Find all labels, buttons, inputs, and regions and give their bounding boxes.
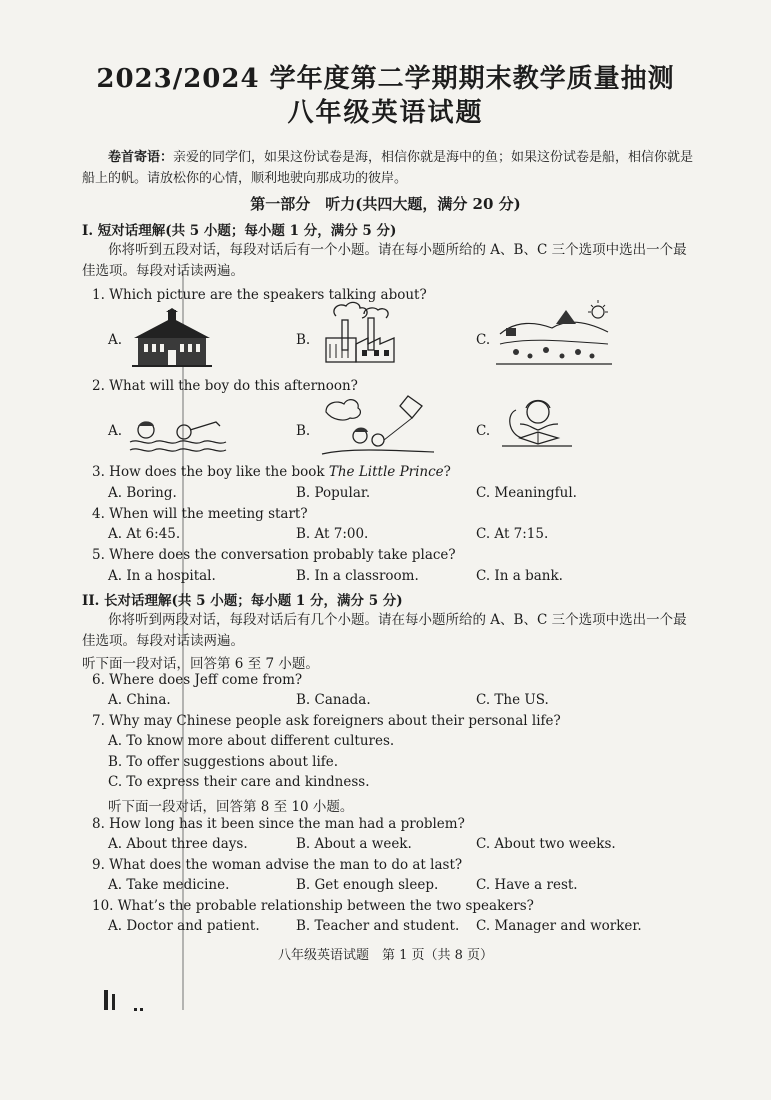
q4-option-a: A. At 6:45.: [108, 526, 181, 542]
question-10: 10. What’s the probable relationship between the two speakers?: [92, 898, 534, 914]
q3-option-b: B. Popular.: [296, 485, 371, 501]
q1-option-b: B.: [296, 332, 311, 348]
swimming-boys-icon: [124, 412, 228, 456]
scan-mark: [140, 1008, 143, 1011]
question-2: 2. What will the boy do this afternoon?: [92, 378, 358, 394]
q3-option-c: C. Meaningful.: [476, 485, 577, 501]
section1-title: I. 短对话理解(共 5 小题；每小题 1 分，满分 5 分): [82, 223, 397, 239]
book-title: The Little Prince: [328, 464, 444, 480]
question-5: 5. Where does the conversation probably take place?: [92, 547, 456, 563]
dialogue1-intro: 听下面一段对话，回答第 6 至 7 小题。: [82, 656, 319, 672]
q8-option-c: C. About two weeks.: [476, 836, 616, 852]
q1-option-a: A.: [108, 332, 123, 348]
question-8: 8. How long has it been since the man had a problem?: [92, 816, 465, 832]
question-7: 7. Why may Chinese people ask foreigners about their personal life?: [92, 713, 561, 729]
q2-option-a: A.: [108, 423, 123, 439]
section2-title: II. 长对话理解(共 5 小题；每小题 1 分，满分 5 分): [82, 593, 403, 609]
question-6: 6. Where does Jeff come from?: [92, 672, 303, 688]
q5-option-b: B. In a classroom.: [296, 568, 419, 584]
question-3: [92, 464, 451, 480]
exam-subtitle: 八年级英语试题: [287, 98, 484, 128]
section2-instruction: 你将听到两段对话，每段对话后有几个小题。请在每小题所给的 A、B、C 三个选项中选出一个最佳选项。每段对话读两遍。: [82, 612, 687, 649]
question-3-text: 3. How does the boy like the book: [92, 464, 329, 480]
q7-option-b: B. To offer suggestions about life.: [108, 754, 339, 770]
q6-option-a: A. China.: [108, 692, 171, 708]
q10-option-a: A. Doctor and patient.: [108, 918, 260, 934]
intro-text: 亲爱的同学们，如果这份试卷是海，相信你就是海中的鱼；如果这份试卷是船，相信你就是船上的帆。请放松你的心情，顺利地驶向那成功的彼岸。: [82, 150, 694, 186]
exam-title: 2023/2024 学年度第二学期期末教学质量抽测: [96, 64, 675, 94]
reading-boy-icon: [498, 394, 574, 452]
q2-option-c: C.: [476, 423, 491, 439]
intro-message: [82, 147, 694, 189]
q3-option-a: A. Boring.: [108, 485, 177, 501]
q7-option-c: C. To express their care and kindness.: [108, 774, 370, 790]
q8-option-b: B. About a week.: [296, 836, 412, 852]
kite-flying-kids-icon: [318, 392, 438, 460]
question-1: 1. Which picture are the speakers talking about?: [92, 287, 427, 303]
question-3-end: ?: [443, 464, 451, 480]
scan-mark: [104, 990, 108, 1010]
question-4: 4. When will the meeting start?: [92, 506, 308, 522]
q2-option-b: B.: [296, 423, 311, 439]
q10-option-c: C. Manager and worker.: [476, 918, 642, 934]
q6-option-b: B. Canada.: [296, 692, 371, 708]
q7-option-a: A. To know more about different cultures.: [108, 733, 395, 749]
q4-option-c: C. At 7:15.: [476, 526, 549, 542]
dialogue2-intro: 听下面一段对话，回答第 8 至 10 小题。: [108, 799, 354, 815]
q9-option-b: B. Get enough sleep.: [296, 877, 439, 893]
q1-option-c: C.: [476, 332, 491, 348]
part1-heading: 第一部分 听力(共四大题，满分 20 分): [250, 195, 521, 213]
q6-option-c: C. The US.: [476, 692, 549, 708]
section1-instruction: 你将听到五段对话，每段对话后有一个小题。请在每小题所给的 A、B、C 三个选项中选出一个最佳选项。每段对话读两遍。: [82, 242, 687, 279]
q9-option-a: A. Take medicine.: [108, 877, 230, 893]
countryside-landscape-icon: [496, 298, 612, 370]
q5-option-a: A. In a hospital.: [108, 568, 216, 584]
q10-option-b: B. Teacher and student.: [296, 918, 460, 934]
school-building-icon: [132, 308, 212, 370]
intro-label: 卷首寄语：: [108, 150, 174, 165]
q4-option-b: B. At 7:00.: [296, 526, 369, 542]
q8-option-a: A. About three days.: [108, 836, 248, 852]
factory-icon: [320, 300, 400, 366]
scan-mark: [112, 994, 115, 1010]
page-footer: 八年级英语试题 第 1 页（共 8 页）: [277, 948, 494, 963]
scan-mark: [134, 1008, 137, 1011]
question-9: 9. What does the woman advise the man to do at last?: [92, 857, 463, 873]
q9-option-c: C. Have a rest.: [476, 877, 578, 893]
q5-option-c: C. In a bank.: [476, 568, 563, 584]
